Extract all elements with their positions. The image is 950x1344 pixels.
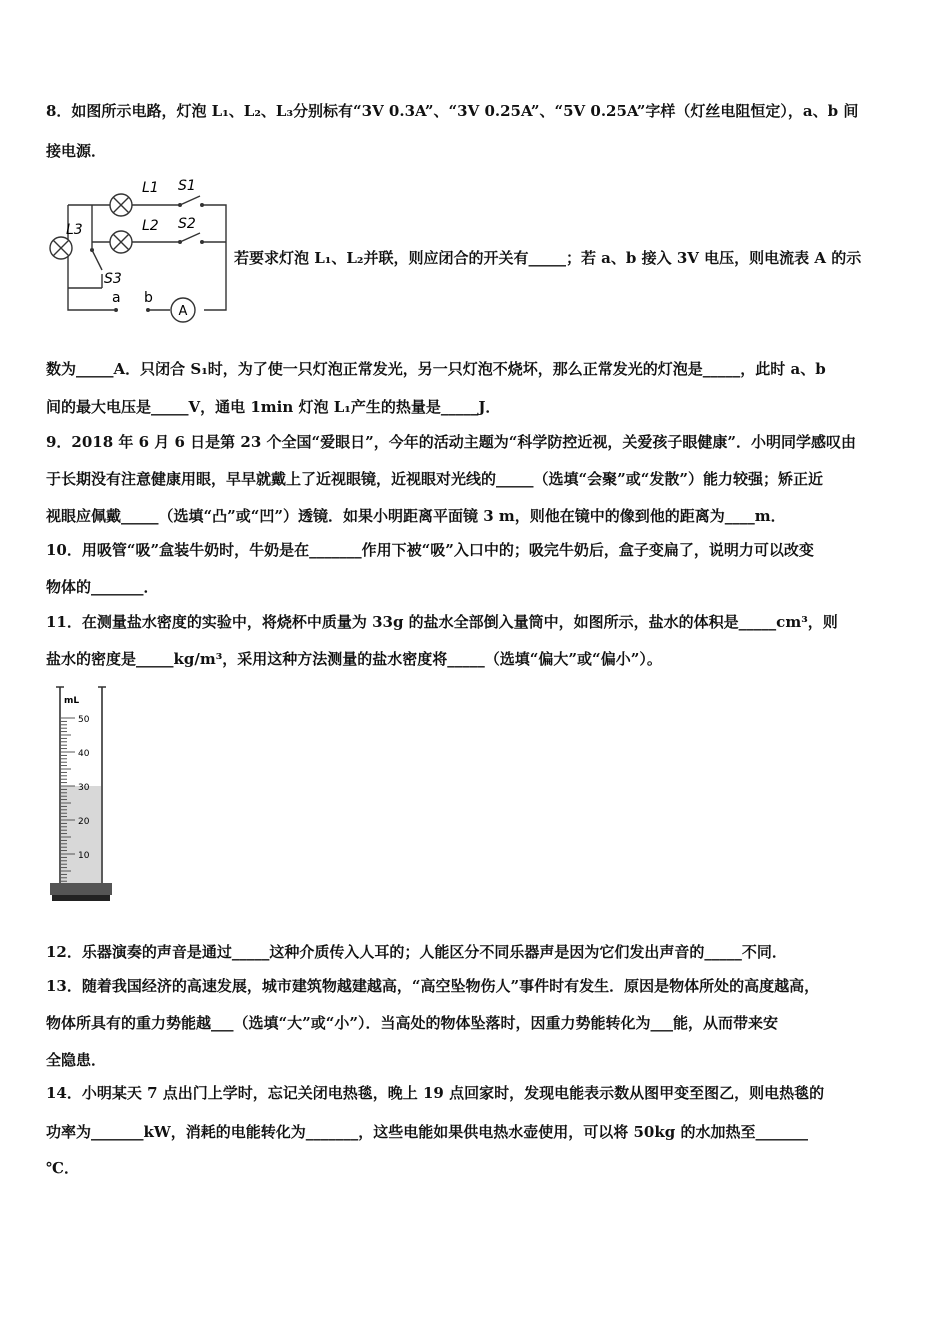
q8-line-1: 8．如图所示电路，灯泡 L₁、L₂、L₃分别标有“3V 0.3A”、“3V 0.25A”、“5V 0.25A”字样（灯丝电阻恒定），a、b 间 [46,102,859,120]
cylinder-unit: mL [64,696,80,706]
q10-line-1: 10．用吸管“吸”盒装牛奶时，牛奶是在_______作用下被“吸”入口中的；吸完牛奶后，盒子变扁了，说明力可以改变 [46,541,814,559]
q8-line-2: 接电源． [46,142,107,160]
q13-line-2: 物体所具有的重力势能越___（选填“大”或“小”）．当高处的物体坠落时，因重力势能转化为___能，从而带来安 [46,1014,779,1032]
q9-line-1: 9．2018 年 6 月 6 日是第 23 个全国“爱眼日”，今年的活动主题为“科学防控近视，关爱孩子眼健康”．小明同学感叹由 [46,433,857,451]
q14-line-1: 14．小明某天 7 点出门上学时，忘记关闭电热毯，晚上 19 点回家时，发现电能表示数从图甲变至图乙，则电热毯的 [46,1084,825,1102]
label-a: a [112,290,121,306]
q8-line-3: 若要求灯泡 L₁、L₂并联，则应闭合的开关有_____；若 a、b 接入 3V 电压，则电流表 A 的示 [234,249,862,267]
label-s3: S3 [104,271,122,287]
q8-line-4: 数为_____A．只闭合 S₁时，为了使一只灯泡正常发光，另一只灯泡不烧坏，那么正常发光的灯泡是_____，此时 a、b [46,360,826,378]
tick-label-50: 50 [78,715,90,725]
q14-line-3: ℃． [46,1159,79,1177]
q14-line-2: 功率为_______kW，消耗的电能转化为_______，这些电能如果供电热水壶使用，可以将 50kg 的水加热至_______ [46,1123,808,1141]
circuit-diagram [44,170,232,324]
tick-label-20: 20 [78,817,90,827]
label-l1: L1 [142,180,159,196]
q9-line-2: 于长期没有注意健康用眼，早早就戴上了近视眼镜，近视眼对光线的_____（选填“会聚”或“发散”）能力较强；矫正近 [46,470,824,488]
graduated-cylinder [50,685,116,907]
lamp-l1-icon [110,194,132,216]
tick-label-40: 40 [78,749,90,759]
q12-line-1: 12．乐器演奏的声音是通过_____这种介质传入人耳的；人能区分不同乐器声是因为它们发出声音的_____不同． [46,943,787,961]
q8-line-5: 间的最大电压是_____V，通电 1min 灯泡 L₁产生的热量是_____J． [46,398,501,416]
label-s1: S1 [178,178,196,194]
lamp-l2-icon [110,231,132,253]
label-l3: L3 [66,222,83,238]
q9-line-3: 视眼应佩戴_____（选填“凸”或“凹”）透镜．如果小明距离平面镜 3 m，则他在镜中的像到他的距离为____m． [46,507,786,525]
label-s2: S2 [178,216,196,232]
tick-label-10: 10 [78,851,90,861]
saltwater-liquid [61,786,101,883]
q10-line-2: 物体的_______． [46,578,159,596]
ammeter-label: A [178,304,188,319]
q11-line-1: 11．在测量盐水密度的实验中，将烧杯中质量为 33g 的盐水全部倒入量筒中，如图所示，盐水的体积是_____cm³，则 [46,613,838,631]
q13-line-1: 13．随着我国经济的高速发展，城市建筑物越建越高，“高空坠物伤人”事件时有发生．原因是物体所处的高度越高， [46,977,820,995]
tick-label-30: 30 [78,783,90,793]
q11-line-2: 盐水的密度是_____kg/m³，采用这种方法测量的盐水密度将_____（选填“偏大”或“偏小”）。 [46,650,662,668]
q13-line-3: 全隐患． [46,1051,107,1069]
label-b: b [144,290,153,306]
lamp-l3-icon [50,237,72,259]
label-l2: L2 [142,218,159,234]
